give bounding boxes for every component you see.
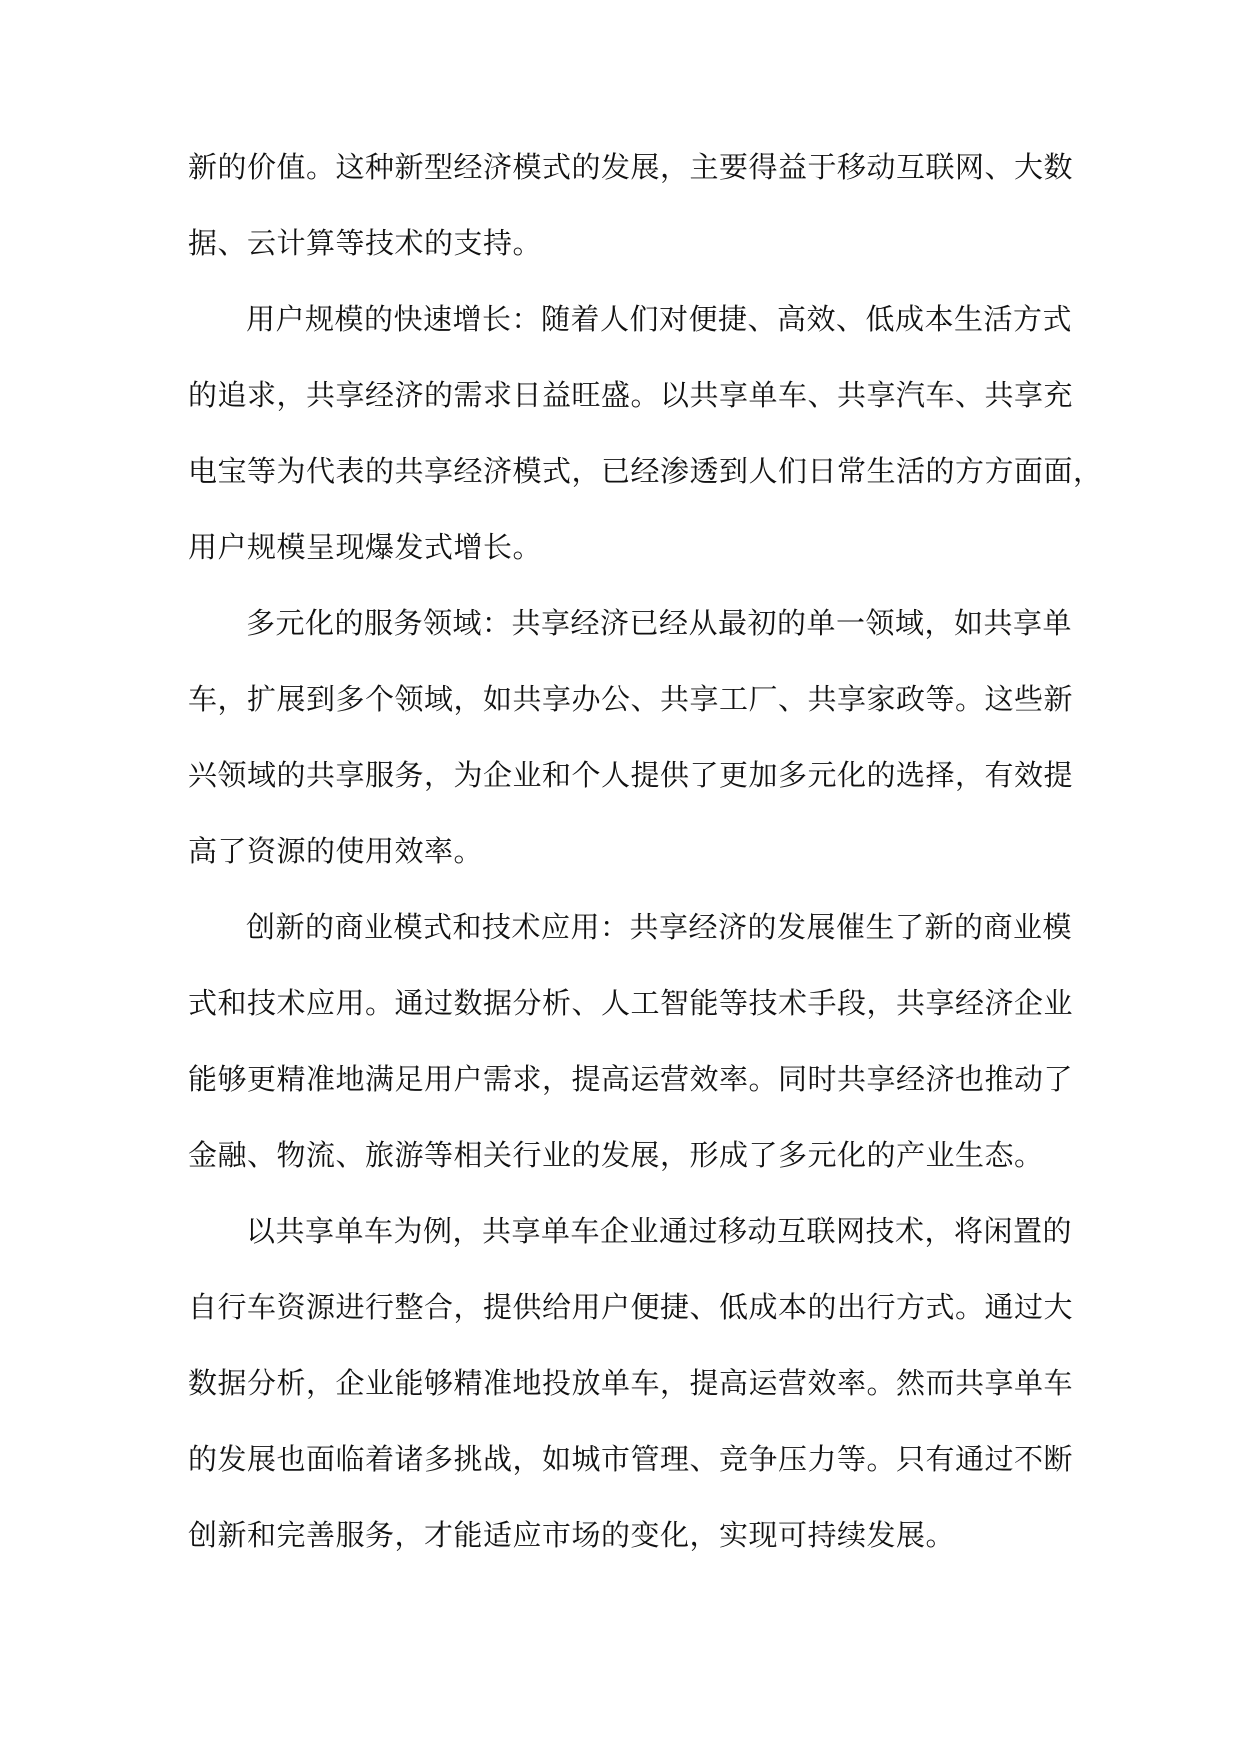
text-line: 电宝等为代表的共享经济模式，已经渗透到人们日常生活的方方面面， [188, 454, 1103, 488]
text-line: 式和技术应用。通过数据分析、人工智能等技术手段，共享经济企业 [188, 986, 1074, 1020]
text-line: 兴领域的共享服务，为企业和个人提供了更加多元化的选择，有效提 [188, 758, 1074, 792]
text-line: 自行车资源进行整合，提供给用户便捷、低成本的出行方式。通过大 [188, 1290, 1074, 1324]
text-line: 据、云计算等技术的支持。 [188, 226, 543, 260]
paragraph-first-line: 用户规模的快速增长：随着人们对便捷、高效、低成本生活方式 [246, 302, 1073, 336]
text-line: 新的价值。这种新型经济模式的发展，主要得益于移动互联网、大数 [188, 150, 1074, 184]
paragraph-first-line: 创新的商业模式和技术应用：共享经济的发展催生了新的商业模 [246, 910, 1073, 944]
text-line: 创新和完善服务，才能适应市场的变化，实现可持续发展。 [188, 1518, 956, 1552]
text-line: 车，扩展到多个领域，如共享办公、共享工厂、共享家政等。这些新 [188, 682, 1074, 716]
text-line: 的发展也面临着诸多挑战，如城市管理、竞争压力等。只有通过不断 [188, 1442, 1074, 1476]
text-line: 的追求，共享经济的需求日益旺盛。以共享单车、共享汽车、共享充 [188, 378, 1074, 412]
text-line: 高了资源的使用效率。 [188, 834, 484, 868]
text-line: 金融、物流、旅游等相关行业的发展，形成了多元化的产业生态。 [188, 1138, 1044, 1172]
text-line: 能够更精准地满足用户需求，提高运营效率。同时共享经济也推动了 [188, 1062, 1074, 1096]
text-line: 用户规模呈现爆发式增长。 [188, 530, 543, 564]
text-line: 数据分析，企业能够精准地投放单车，提高运营效率。然而共享单车 [188, 1366, 1074, 1400]
body-text [188, 146, 1103, 1590]
paragraph-first-line: 多元化的服务领域：共享经济已经从最初的单一领域，如共享单 [246, 606, 1073, 640]
paragraph-first-line: 以共享单车为例，共享单车企业通过移动互联网技术，将闲置的 [246, 1214, 1073, 1248]
